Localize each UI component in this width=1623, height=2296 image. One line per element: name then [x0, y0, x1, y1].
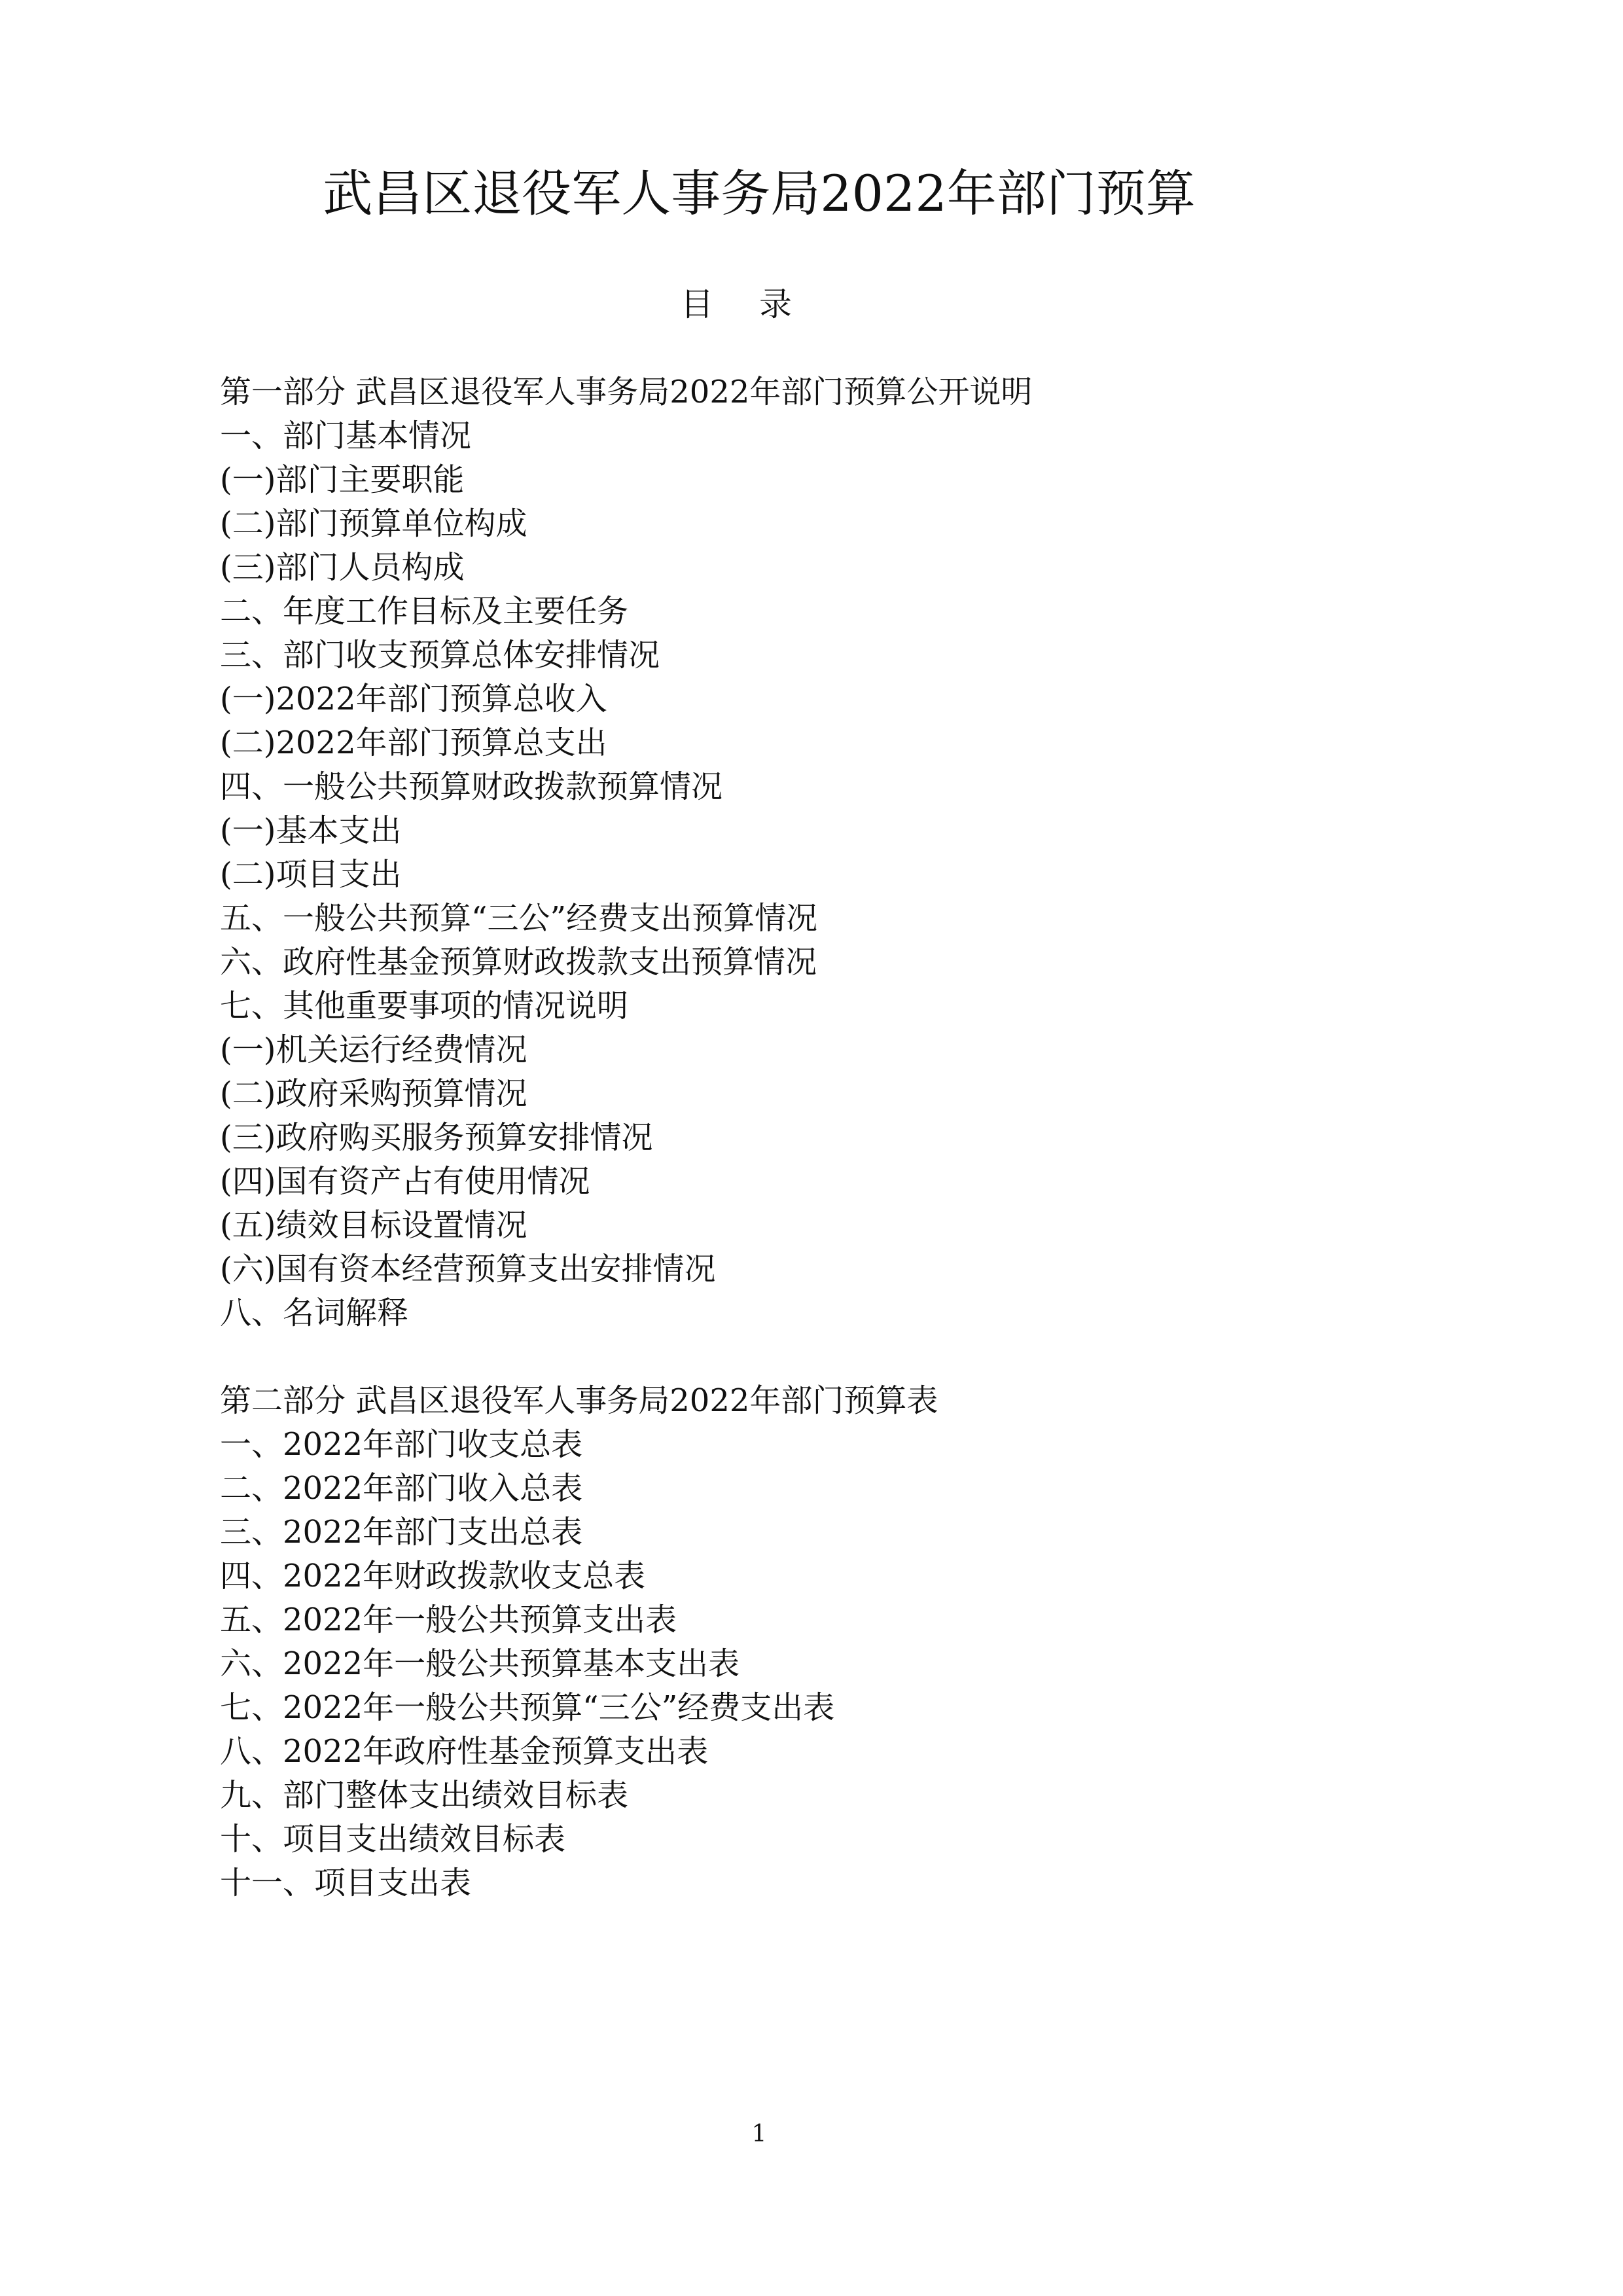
toc-item: (二)政府采购预算情况 — [220, 1075, 527, 1112]
toc-item: 八、名词解释 — [220, 1295, 409, 1331]
toc-part2-list — [220, 1423, 1463, 1905]
toc-item: 二、2022年部门收入总表 — [220, 1470, 583, 1507]
toc-item: (三)部门人员构成 — [220, 549, 465, 586]
toc-item: 七、其他重要事项的情况说明 — [220, 988, 629, 1024]
toc-item: 五、一般公共预算“三公”经费支出预算情况 — [220, 900, 818, 937]
toc-item: (三)政府购买服务预算安排情况 — [220, 1119, 653, 1156]
toc-item: 五、2022年一般公共预算支出表 — [220, 1602, 677, 1638]
toc-item: 六、政府性基金预算财政拨款支出预算情况 — [220, 944, 817, 980]
page-number: 1 — [751, 2121, 767, 2147]
toc-item: 六、2022年一般公共预算基本支出表 — [220, 1645, 740, 1682]
toc-item: 九、部门整体支出绩效目标表 — [220, 1777, 629, 1814]
toc-item: 一、2022年部门收支总表 — [220, 1426, 583, 1463]
toc-part2-heading: 第二部分 武昌区退役军人事务局2022年部门预算表 — [220, 1382, 938, 1419]
toc-part1-list — [220, 414, 1463, 1335]
toc-item: (一)机关运行经费情况 — [220, 1031, 527, 1068]
toc-part1-heading: 第一部分 武昌区退役军人事务局2022年部门预算公开说明 — [220, 374, 1033, 410]
toc-item: 十、项目支出绩效目标表 — [220, 1821, 566, 1857]
toc-item: (六)国有资本经营预算支出安排情况 — [220, 1251, 716, 1287]
toc-item: (一)2022年部门预算总收入 — [220, 681, 607, 717]
toc-item: (二)项目支出 — [220, 856, 402, 893]
toc-item: 四、一般公共预算财政拨款预算情况 — [220, 768, 723, 805]
toc-item: 二、年度工作目标及主要任务 — [220, 593, 629, 630]
section-gap — [220, 1335, 1463, 1379]
toc-item: 一、部门基本情况 — [220, 418, 472, 454]
toc-item: (一)部门主要职能 — [220, 461, 465, 498]
toc-item: 三、2022年部门支出总表 — [220, 1514, 583, 1551]
table-of-contents — [220, 370, 1463, 1905]
toc-item: 四、2022年财政拨款收支总表 — [220, 1558, 646, 1594]
toc-item: 十一、项目支出表 — [220, 1865, 472, 1901]
toc-item: (二)2022年部门预算总支出 — [220, 725, 607, 761]
toc-item: (二)部门预算单位构成 — [220, 505, 527, 542]
toc-item: 八、2022年政府性基金预算支出表 — [220, 1733, 709, 1770]
document-title: 武昌区退役军人事务局2022年部门预算 — [323, 164, 1196, 223]
toc-item: (四)国有资产占有使用情况 — [220, 1163, 590, 1200]
toc-item: (一)基本支出 — [220, 812, 402, 849]
toc-item: (五)绩效目标设置情况 — [220, 1207, 527, 1244]
toc-item: 七、2022年一般公共预算“三公”经费支出表 — [220, 1689, 835, 1726]
toc-item: 三、部门收支预算总体安排情况 — [220, 637, 660, 673]
toc-heading: 目录 — [681, 285, 838, 323]
